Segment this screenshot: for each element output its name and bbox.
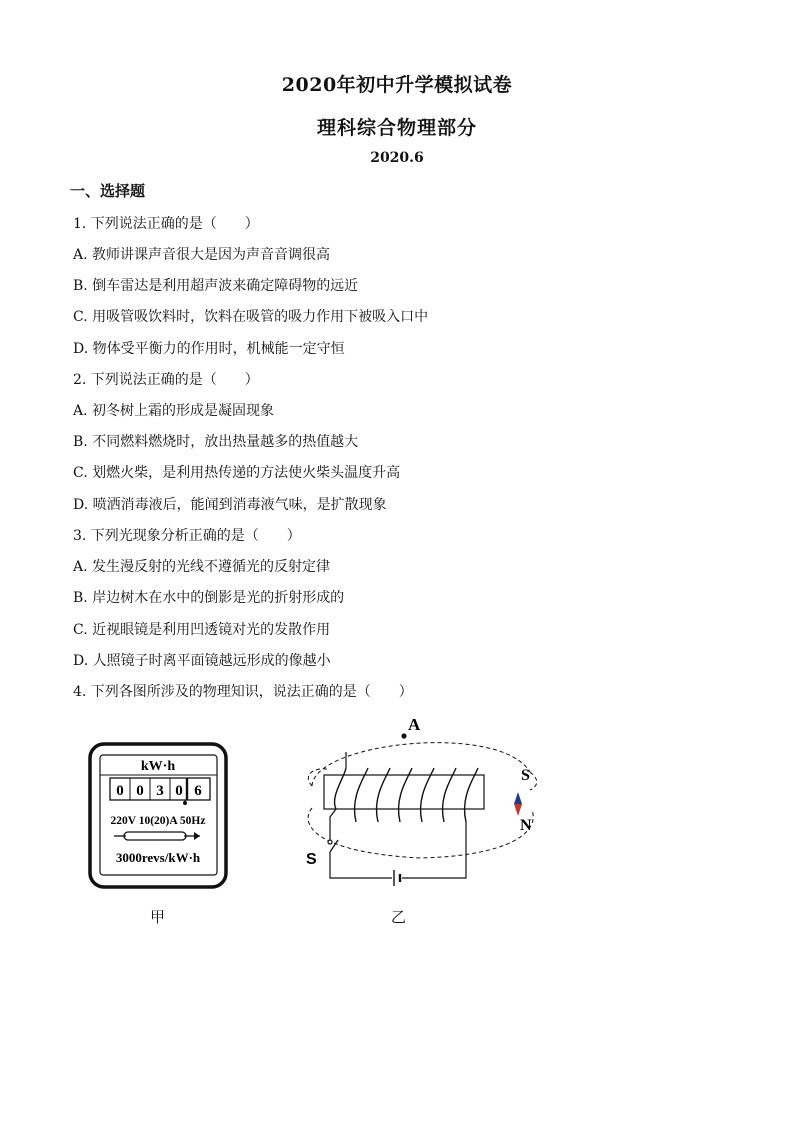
figure-caption-yi: 乙 xyxy=(391,908,407,926)
meter-digit-3: 3 xyxy=(156,783,164,799)
question-3-option-d: D. 人照镜子时离平面镜越远形成的像越小 xyxy=(73,653,331,669)
exam-subtitle: 理科综合物理部分 xyxy=(316,117,477,139)
question-1-option-b: B. 倒车雷达是利用超声波来确定障碍物的远近 xyxy=(73,278,359,294)
meter-digit-2: 0 xyxy=(136,783,144,799)
exam-date: 2020.6 xyxy=(370,150,424,166)
meter-digit-5: 6 xyxy=(194,783,202,799)
question-2-option-a: A. 初冬树上霜的形成是凝固现象 xyxy=(73,403,275,419)
question-3-option-a: A. 发生漫反射的光线不遵循光的反射定律 xyxy=(73,559,331,575)
switch-contact xyxy=(328,840,332,844)
meter-digit-4: 0 xyxy=(175,783,183,799)
question-2-option-c: C. 划燃火柴，是利用热传递的方法使火柴头温度升高 xyxy=(73,465,401,481)
wire-left xyxy=(330,809,336,840)
switch-label: S xyxy=(306,851,317,868)
question-3-option-b: B. 岸边树木在水中的倒影是光的折射形成的 xyxy=(73,590,345,606)
solenoid-core xyxy=(324,775,484,809)
meter-disc-window xyxy=(124,832,186,840)
compass-needle-icon xyxy=(514,792,522,816)
meter-constant-label: 3000revs/kW·h xyxy=(115,850,201,865)
exam-title: 2020年初中升学模拟试卷 xyxy=(281,74,513,96)
question-1-option-a: A. 教师讲课声音很大是因为声音音调很高 xyxy=(73,247,331,263)
question-2-option-d: D. 喷洒消毒液后，能闻到消毒液气味，是扩散现象 xyxy=(73,497,387,513)
question-1-stem: 1. 下列说法正确的是（ ） xyxy=(73,216,259,232)
section-title: 一、选择题 xyxy=(70,182,146,200)
question-3-option-c: C. 近视眼镜是利用凹透镜对光的发散作用 xyxy=(73,622,331,638)
solenoid-figure xyxy=(300,712,550,892)
question-3-stem: 3. 下列光现象分析正确的是（ ） xyxy=(73,528,301,544)
point-a-label: A xyxy=(408,715,421,734)
meter-rating-label: 220V 10(20)A 50Hz xyxy=(110,815,206,827)
meter-digit-1: 0 xyxy=(116,783,124,799)
compass-north-label: N xyxy=(520,817,532,834)
compass-south-label: S xyxy=(521,767,530,784)
question-1-option-d: D. 物体受平衡力的作用时，机械能一定守恒 xyxy=(73,341,345,357)
question-1-option-c: C. 用吸管吸饮料时，饮料在吸管的吸力作用下被吸入口中 xyxy=(73,309,429,325)
wire-right xyxy=(402,822,466,878)
electricity-meter-figure xyxy=(88,742,230,890)
meter-unit-label: kW·h xyxy=(140,759,176,774)
point-a-marker xyxy=(401,733,406,738)
question-4-stem: 4. 下列各图所涉及的物理知识，说法正确的是（ ） xyxy=(73,684,413,700)
question-2-stem: 2. 下列说法正确的是（ ） xyxy=(73,372,259,388)
figure-caption-jia: 甲 xyxy=(150,908,166,926)
wire-bottom xyxy=(330,852,392,878)
question-2-option-b: B. 不同燃料燃烧时，放出热量越多的热值越大 xyxy=(73,434,359,450)
